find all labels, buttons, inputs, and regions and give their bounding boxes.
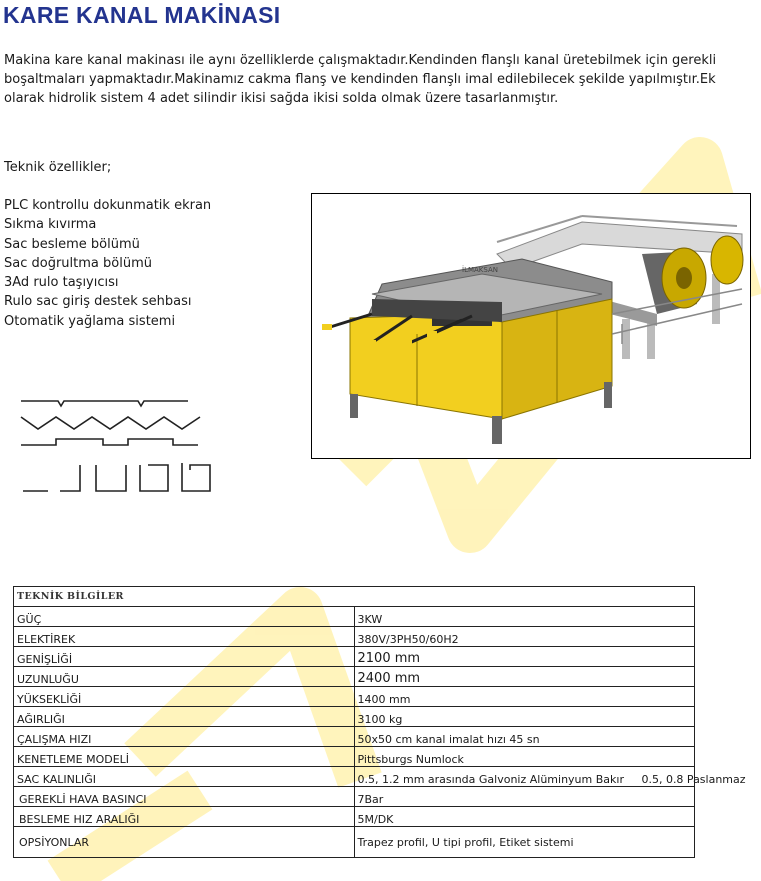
spec-value: 3KW bbox=[354, 607, 695, 627]
spec-value: 7Bar bbox=[354, 787, 695, 807]
spec-label: AĞIRLIĞI bbox=[14, 707, 355, 727]
table-row bbox=[14, 827, 695, 858]
table-row bbox=[14, 767, 695, 787]
page-title: KARE KANAL MAKİNASI bbox=[3, 2, 281, 28]
machine-photo bbox=[311, 193, 751, 459]
spec-value: 2400 mm bbox=[354, 667, 695, 687]
intro-paragraph: Makina kare kanal makinası ile aynı özelliklerde çalışmaktadır.Kendinden flanşlı kanal üretebilmek için gerekli boşaltmaları yapmaktadır.Makinamız cakma flanş ve kendinden flanşlı imal edilebilecek şekilde yapılmıştır.Ek olarak hidrolik sistem 4 adet silindir ikisi sağda ikisi solda olmak üzere tasarlanmıştır. bbox=[4, 53, 717, 106]
table-row bbox=[14, 607, 695, 627]
tech-features-heading: Teknik özellikler; bbox=[4, 160, 112, 175]
spec-label: KENETLEME MODELİ bbox=[14, 747, 355, 767]
table-row bbox=[14, 807, 695, 827]
spec-label: BESLEME HIZ ARALIĞI bbox=[14, 807, 355, 827]
spec-label: GENİŞLİĞİ bbox=[14, 647, 355, 667]
table-row bbox=[14, 667, 695, 687]
profile-drawings bbox=[18, 395, 218, 495]
spec-label: YÜKSEKLİĞİ bbox=[14, 687, 355, 707]
spec-value: 3100 kg bbox=[354, 707, 695, 727]
spec-label: UZUNLUĞU bbox=[14, 667, 355, 687]
table-row bbox=[14, 627, 695, 647]
duct-machine-illustration bbox=[312, 194, 750, 458]
spec-value: Trapez profil, U tipi profil, Etiket sistemi bbox=[354, 827, 695, 858]
machine-body bbox=[350, 259, 612, 444]
table-header: TEKNİK BİLGİLER bbox=[14, 587, 695, 607]
spec-value: 5M/DK bbox=[354, 807, 695, 827]
table-row bbox=[14, 687, 695, 707]
spec-table bbox=[13, 586, 746, 858]
table-row bbox=[14, 727, 695, 747]
spec-value: 2100 mm bbox=[354, 647, 695, 667]
machine-brand-label: İLMAKSAN bbox=[462, 266, 498, 274]
feature-item: PLC kontrollu dokunmatik ekran bbox=[4, 198, 212, 213]
table-row bbox=[14, 647, 695, 667]
feature-item: Otomatik yağlama sistemi bbox=[4, 313, 176, 329]
spec-label: ELEKTİREK bbox=[14, 627, 355, 647]
spec-label: ÇALIŞMA HIZI bbox=[14, 727, 355, 747]
spec-label: OPSİYONLAR bbox=[14, 827, 355, 858]
spec-label: GEREKLİ HAVA BASINCI bbox=[14, 787, 355, 807]
feature-item: Sıkma kıvırma bbox=[4, 217, 97, 233]
feature-item: 3Ad rulo taşıyıcısı bbox=[4, 275, 119, 291]
spec-label: SAC KALINLIĞI bbox=[14, 767, 355, 787]
feature-item: Sac besleme bölümü bbox=[4, 236, 140, 252]
table-row bbox=[14, 747, 695, 767]
table-header-row bbox=[14, 587, 695, 607]
table-row bbox=[14, 707, 695, 727]
table-row bbox=[14, 787, 695, 807]
spec-value: 1400 mm bbox=[354, 687, 695, 707]
feature-item: Rulo sac giriş destek sehbası bbox=[4, 294, 192, 310]
spec-value: 0.5, 1.2 mm arasında Galvoniz Alüminyum Bakır 0.5, 0.8 Paslanmaz bbox=[354, 767, 695, 787]
spec-value: Pittsburgs Numlock bbox=[354, 747, 695, 767]
spec-value: 50x50 cm kanal imalat hızı 45 sn bbox=[354, 727, 695, 747]
spec-value: 380V/3PH50/60H2 bbox=[354, 627, 695, 647]
feature-list bbox=[4, 196, 211, 331]
spec-label: GÜÇ bbox=[14, 607, 355, 627]
feature-item: Sac doğrultma bölümü bbox=[4, 255, 152, 271]
